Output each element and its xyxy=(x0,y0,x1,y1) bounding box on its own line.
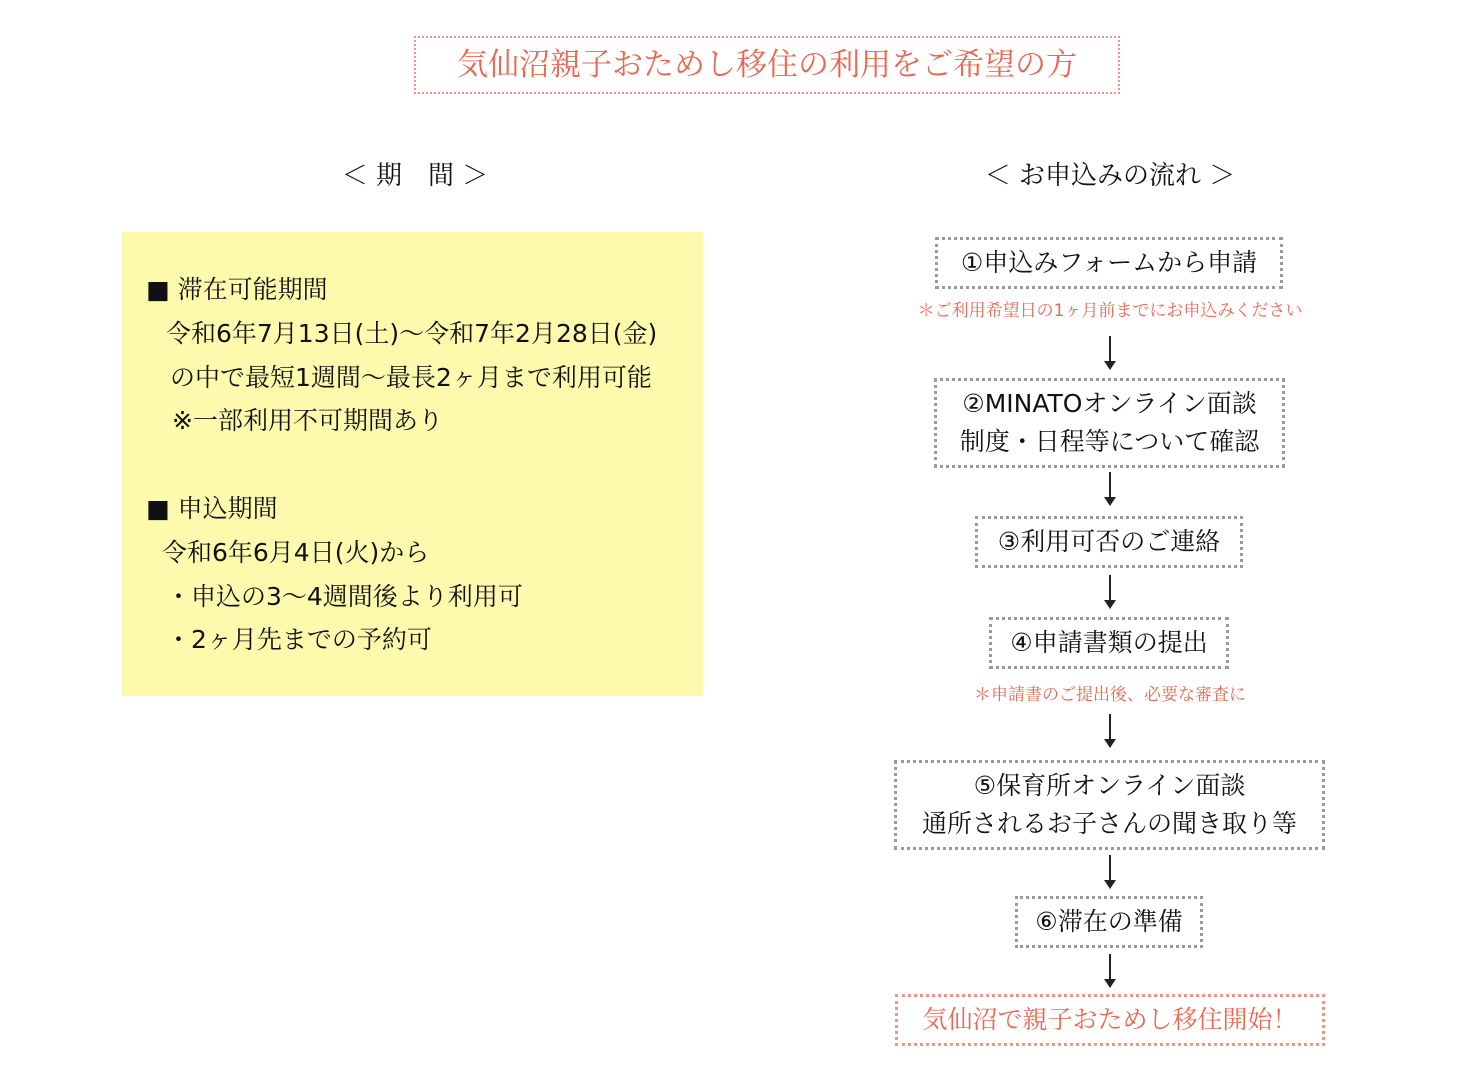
apply-period-heading: ■ 申込期間 xyxy=(146,494,278,523)
stay-period-line: 令和6年7月13日(土)〜令和7年2月28日(金) xyxy=(166,319,658,348)
flow-note-1: ＊ご利用希望日の1ヶ月前までにお申込みください xyxy=(917,301,1303,321)
down-arrow-icon xyxy=(1101,855,1119,889)
flow-step-4 xyxy=(989,617,1229,669)
stay-period-line: の中で最短1週間〜最長2ヶ月まで利用可能 xyxy=(170,363,652,392)
flow-step-3 xyxy=(975,516,1243,568)
flow-step-label: ⑤保育所オンライン面談 xyxy=(973,771,1246,800)
flow-step-label: ④申請書類の提出 xyxy=(1010,628,1208,657)
flow-step-label: ①申込みフォームから申請 xyxy=(960,248,1258,277)
apply-period-line: ・2ヶ月先までの予約可 xyxy=(166,625,432,654)
apply-period-line: 令和6年6月4日(火)から xyxy=(162,538,430,567)
period-info-box xyxy=(122,232,703,696)
flow-step-label: ③利用可否のご連絡 xyxy=(997,527,1221,556)
page-title: 気仙沼親子おためし移住の利用をご希望の方 xyxy=(414,36,1120,94)
stay-period-note: ※一部利用不可期間あり xyxy=(172,406,443,435)
period-heading: ＜ 期 間 ＞ xyxy=(341,161,489,191)
flow-step-2 xyxy=(934,378,1285,468)
flow-step-label: ⑥滞在の準備 xyxy=(1035,907,1183,936)
down-arrow-icon xyxy=(1101,472,1119,506)
flow-step-sublabel: 通所されるお子さんの聞き取り等 xyxy=(921,809,1297,838)
flow-final-step xyxy=(895,994,1325,1046)
stay-period-heading: ■ 滞在可能期間 xyxy=(146,275,328,304)
flow-step-1 xyxy=(935,237,1283,289)
down-arrow-icon xyxy=(1101,954,1119,988)
flow-heading: ＜ お申込みの流れ ＞ xyxy=(984,161,1236,191)
flow-note-2: ＊申請書のご提出後、必要な審査に xyxy=(974,685,1246,705)
flow-step-sublabel: 制度・日程等について確認 xyxy=(959,427,1260,456)
flow-step-label: ②MINATOオンライン面談 xyxy=(962,389,1257,418)
flow-step-6 xyxy=(1015,896,1203,948)
down-arrow-icon xyxy=(1101,575,1119,609)
down-arrow-icon xyxy=(1101,336,1119,370)
flow-final-label: 気仙沼で親子おためし移住開始！ xyxy=(922,1005,1298,1034)
apply-period-line: ・申込の3〜4週間後より利用可 xyxy=(166,582,523,611)
flow-step-5 xyxy=(894,760,1325,850)
down-arrow-icon xyxy=(1101,714,1119,748)
